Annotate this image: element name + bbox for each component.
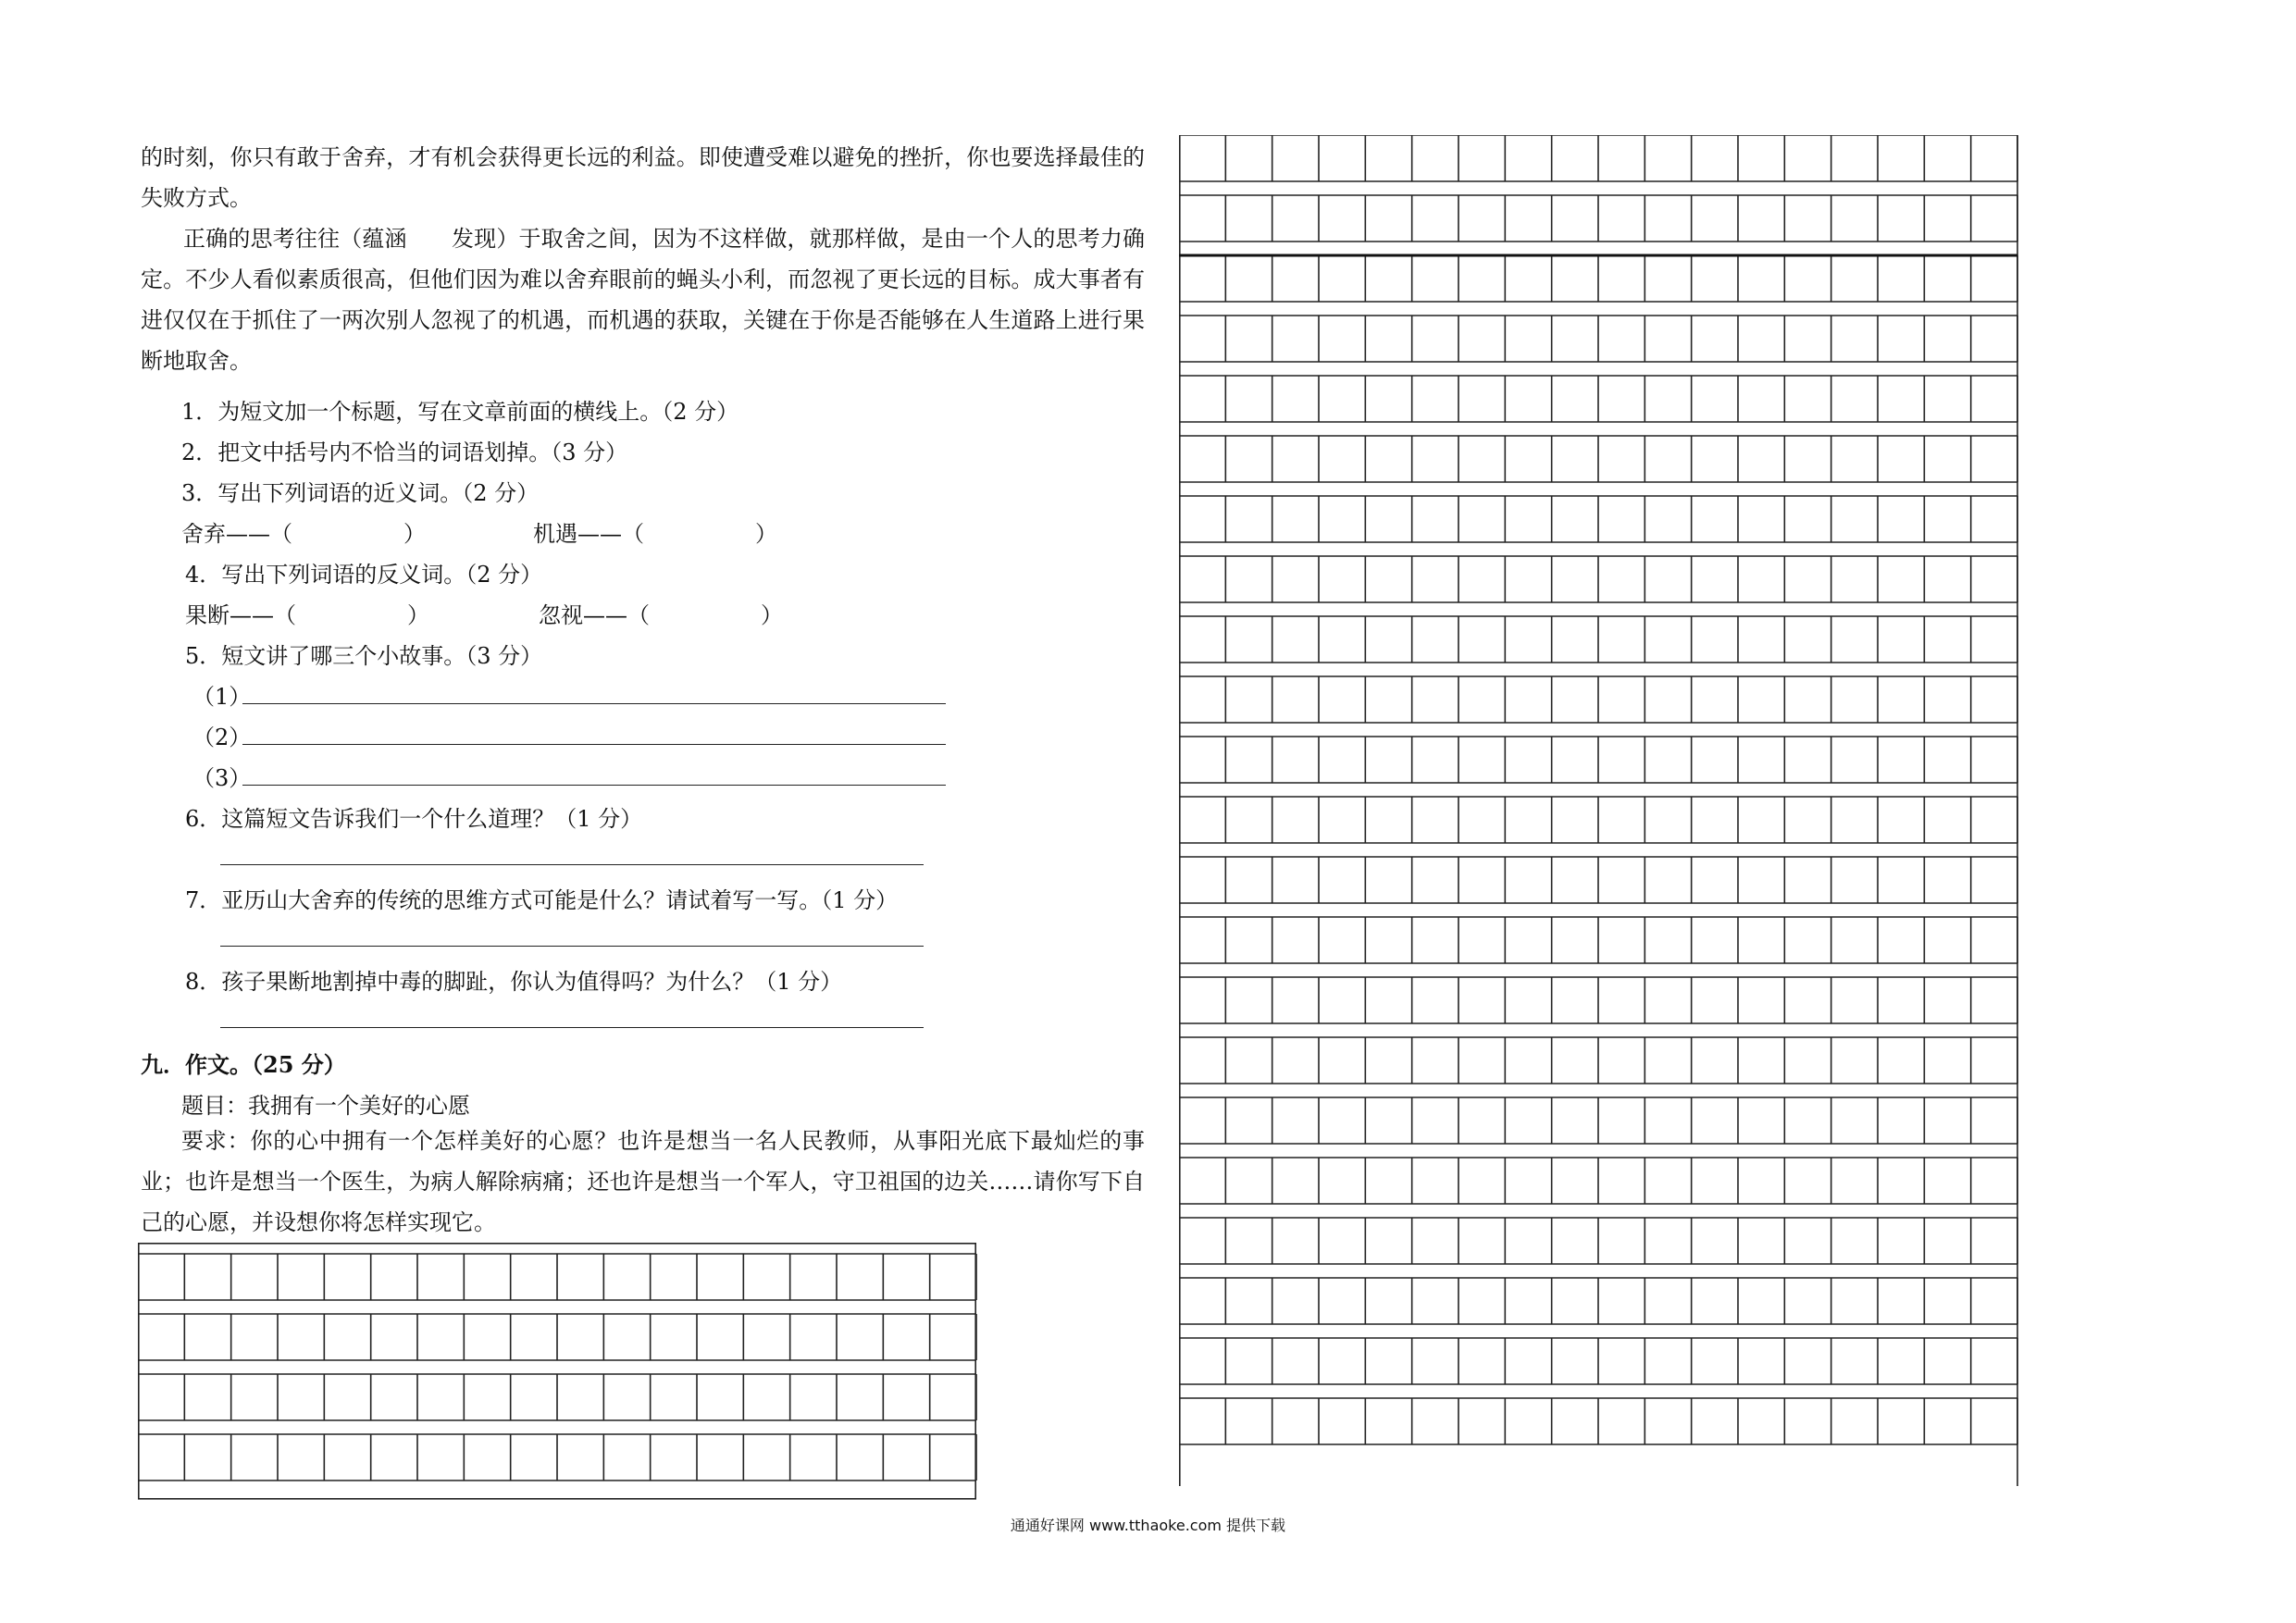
essay-requirement: 要求：你的心中拥有一个怎样美好的心愿？也许是想当一名人民教师，从事阳光底下最灿烂的事业；也许是想当一个医生，为病人解除病痛；还也许是想当一个军人，守卫祖国的边关……请你写下自己的心愿，并设想你将怎样实现它。 bbox=[141, 1128, 1145, 1235]
question-1: 1．为短文加一个标题，写在文章前面的横线上。（2 分） bbox=[181, 399, 739, 425]
question-3: 3．写出下列词语的近义词。（2 分） bbox=[181, 480, 540, 506]
question-2: 2．把文中括号内不恰当的词语划掉。（3 分） bbox=[181, 440, 628, 465]
essay-grid-right[interactable] bbox=[1179, 135, 2019, 1486]
q5-item-3-label: （3） bbox=[192, 765, 252, 791]
question-5: 5．短文讲了哪三个小故事。（3 分） bbox=[185, 643, 543, 669]
q7-answer-line[interactable] bbox=[220, 946, 924, 947]
q4-antonym-1: 果断——（ ） bbox=[185, 602, 429, 628]
q5-item-2-label: （2） bbox=[192, 725, 252, 750]
question-8: 8．孩子果断地割掉中毒的脚趾，你认为值得吗？为什么？（1 分） bbox=[185, 969, 843, 995]
q5-answer-line-1[interactable] bbox=[242, 703, 946, 704]
q6-answer-line[interactable] bbox=[220, 864, 924, 865]
passage-paragraph-1: 的时刻，你只有敢于舍弃，才有机会获得更长远的利益。即使遭受难以避免的挫折，你也要选择最佳的失败方式。 bbox=[141, 144, 1145, 211]
q3-synonym-1: 舍弃——（ ） bbox=[181, 521, 426, 547]
q5-answer-line-2[interactable] bbox=[242, 744, 946, 745]
q5-answer-line-3[interactable] bbox=[242, 785, 946, 786]
q3-synonym-2: 机遇——（ ） bbox=[533, 521, 777, 547]
passage-column bbox=[141, 137, 1145, 381]
essay-topic: 题目：我拥有一个美好的心愿 bbox=[181, 1093, 470, 1119]
question-6: 6．这篇短文告诉我们一个什么道理？（1 分） bbox=[185, 806, 643, 832]
essay-heading: 九．作文。（25 分） bbox=[141, 1051, 346, 1078]
passage-paragraph-2: 正确的思考往往（蕴涵 发现）于取舍之间，因为不这样做，就那样做，是由一个人的思考力确定。不少人看似素质很高，但他们因为难以舍弃眼前的蝇头小利，而忽视了更长远的目标。成大事者有进仅仅在于抓住了一两次别人忽视了的机遇，而机遇的获取，关键在于你是否能够在人生道路上进行果断地取舍。 bbox=[141, 226, 1145, 374]
footer-source: 通通好课网 www.tthaoke.com 提供下载 bbox=[1010, 1517, 1286, 1534]
question-4: 4．写出下列词语的反义词。（2 分） bbox=[185, 562, 543, 588]
essay-grid-left[interactable] bbox=[138, 1243, 977, 1500]
question-7: 7．亚历山大舍弃的传统的思维方式可能是什么？请试着写一写。（1 分） bbox=[185, 887, 899, 913]
q8-answer-line[interactable] bbox=[220, 1027, 924, 1028]
q5-item-1-label: （1） bbox=[192, 684, 252, 710]
q4-antonym-2: 忽视——（ ） bbox=[539, 602, 783, 628]
